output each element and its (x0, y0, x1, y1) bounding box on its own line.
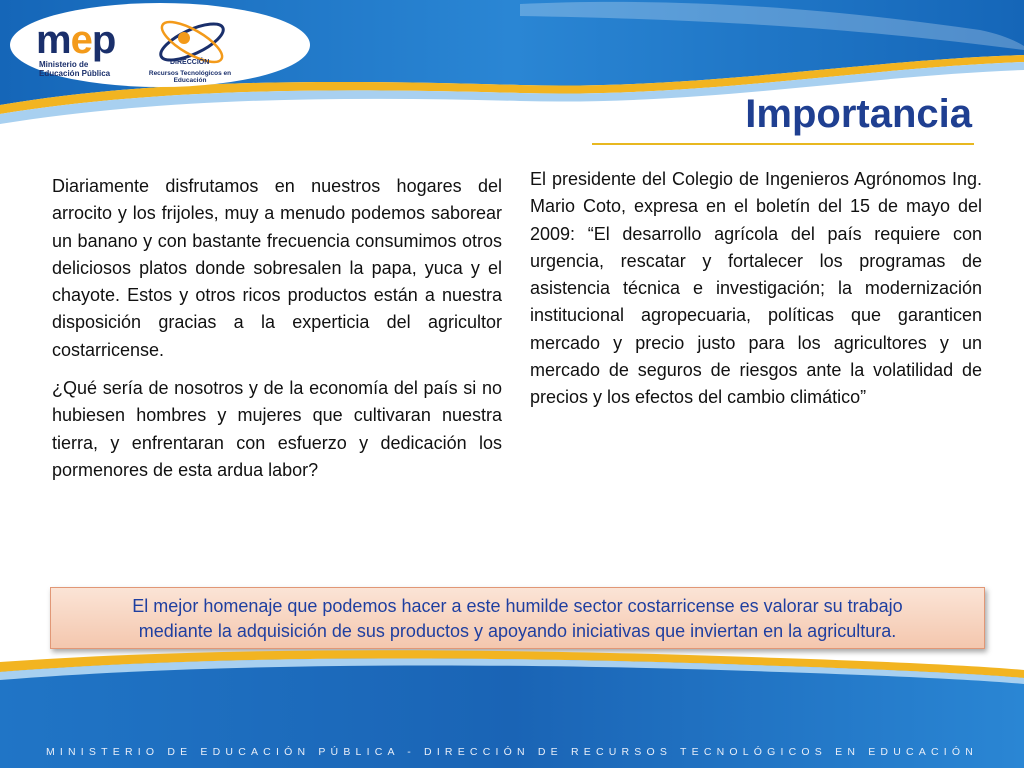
callout-line-1: El mejor homenaje que podemos hacer a este humilde sector costarricense es valorar su trabajo (132, 596, 903, 616)
direction-logo-subtitle: Recursos Tecnológicos en Educación (148, 70, 232, 84)
right-paragraph: El presidente del Colegio de Ingenieros Agrónomos Ing. Mario Coto, expresa en el boletín del 15 de mayo del 2009: “El desarrollo agrícola del país requiere con urgencia, rescatar y fortalecer los programas de asistencia técnica e investigación; la modernización institucional agropecuaria, políticas que garanticen mercado y precio justo para los agricultores y un mercado de seguros de riesgos ante la volatilidad de precios y los efectos del cambio climático” (530, 169, 982, 408)
mep-logo (36, 16, 136, 86)
left-paragraph-1: Diariamente disfrutamos en nuestros hogares del arrocito y los frijoles, muy a menudo podemos saborear un banano y con bastante frecuencia consumimos otros deliciosos platos donde sobresalen la papa, yuca y el chayote. Estos y otros ricos productos están a nuestra disposición gracias a la experticia del agricultor costarricense. (52, 176, 502, 360)
mep-logo-word: mep (36, 18, 116, 62)
title-underline (592, 143, 974, 145)
footer-text: MINISTERIO DE EDUCACIÓN PÚBLICA - DIRECCIÓN DE RECURSOS TECNOLÓGICOS EN EDUCACIÓN (45, 746, 979, 758)
left-column (52, 173, 502, 484)
callout-line-2: mediante la adquisición de sus productos y apoyando iniciativas que inviertan en la agricultura. (138, 621, 897, 641)
svg-text:DIRECCIÓN: DIRECCIÓN (170, 59, 210, 66)
mep-logo-subtitle: Ministerio de Educación Pública (39, 60, 111, 78)
direction-logo (140, 18, 240, 82)
slide-title: Importancia (745, 92, 972, 136)
right-column (530, 166, 982, 412)
callout-box (50, 587, 985, 649)
left-paragraph-2: ¿Qué sería de nosotros y de la economía del país si no hubiesen hombres y mujeres que cultivaran nuestra tierra, y enfrentaran con esfuerzo y dedicación los pormenores de esta ardua labor? (52, 378, 502, 480)
footer-banner (0, 650, 1024, 768)
atom-icon (140, 18, 240, 70)
